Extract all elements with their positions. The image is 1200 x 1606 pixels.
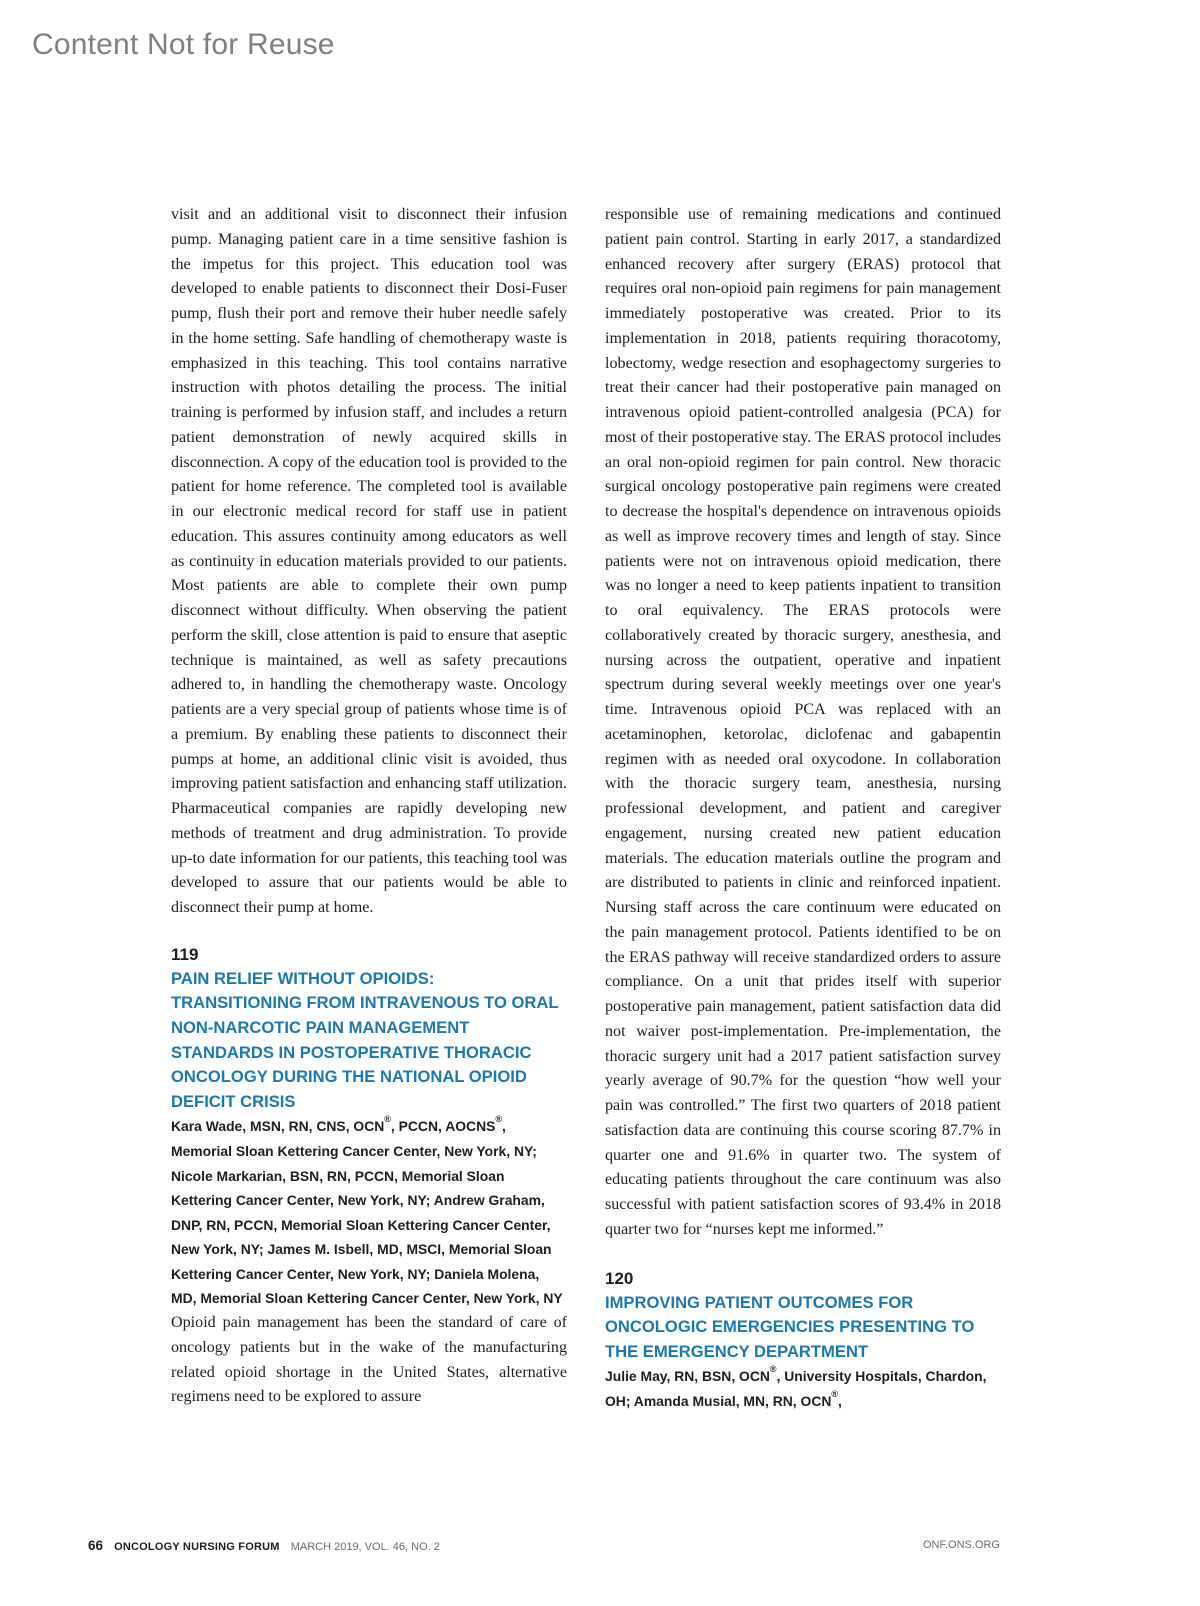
abstract-119	[171, 943, 567, 1410]
registered-mark: ®	[384, 1114, 391, 1125]
abstract-title: IMPROVING PATIENT OUTCOMES FOR ONCOLOGIC EMERGENCIES PRESENTING TO THE EMERGENCY DEPARTMENT	[605, 1292, 975, 1361]
journal-name: ONCOLOGY NURSING FORUM	[114, 1541, 280, 1553]
watermark-text: Content Not for Reuse	[32, 28, 335, 61]
registered-mark: ®	[831, 1388, 839, 1399]
page-footer	[88, 1538, 1000, 1553]
abstract-number: 120	[605, 1268, 634, 1288]
abstract-number: 119	[171, 944, 199, 964]
continuation-paragraph: visit and an additional visit to disconnect their infusion pump. Managing patient care in a time sensitive fashion is the impetus for this project. This education tool was developed to enable patients to disconnect their Dosi-Fuser pump, flush their port and remove their huber needle safely in the home setting. Safe handling of chemotherapy waste is emphasized in this teaching. This tool contains narrative instruction with photos detailing the process. The initial training is performed by infusion staff, and includes a return patient demonstration of newly acquired skills in disconnection. A copy of the education tool is provided to the patient for home reference. The completed tool is available in our electronic medical record for staff use in patient education. This assures continuity among educators as well as continuity in education materials provided to our patients. Most patients are able to complete their own pump disconnect without difficulty. When observing the patient perform the skill, close attention is paid to ensure that aseptic technique is maintained, as well as safety precautions adhered to, in handling the chemotherapy waste. Oncology patients are a very special group of patients whose time is of a premium. By enabling these patients to disconnect their pumps at home, an additional clinic visit is avoided, thus improving patient satisfaction and enhancing staff utilization. Pharmaceutical companies are rapidly developing new methods of treatment and drug administration. To provide up-to date information for our patients, this teaching tool was developed to assure that our patients would be able to disconnect their pump at home.	[171, 206, 567, 916]
authors-text: , PCCN, AOCNS	[390, 1118, 496, 1135]
registered-mark: ®	[495, 1114, 503, 1125]
issue-info: MARCH 2019, VOL. 46, NO. 2	[290, 1541, 440, 1553]
authors-text: Julie May, RN, BSN, OCN	[605, 1368, 770, 1385]
abstract-authors	[605, 1364, 1001, 1413]
abstract-body-continued: responsible use of remaining medications and continued patient pain control. Starting in early 2017, a standardized enhanced recovery after surgery (ERAS) protocol that requires oral non-opioid pain regimens for pain management immediately postoperative was created. Prior to its implementation in 2018, patients requiring thoracotomy, lobectomy, wedge resection and esophagectomy surgeries to treat their cancer had their postoperative pain managed on intravenous opioid patient-controlled analgesia (PCA) for most of their postoperative stay. The ERAS protocol includes an oral non-opioid regimen for pain control. New thoracic surgical oncology postoperative pain regimens were created to decrease the hospital's dependence on intravenous opioids as well as improve recovery times and length of stay. Since patients were not on intravenous opioid medication, there was no longer a need to keep patients inpatient to transition to oral equivalency. The ERAS protocols were collaboratively created by thoracic surgery, anesthesia, and nursing across the outpatient, operative and inpatient spectrum during several weekly meetings over one year's time. Intravenous opioid PCA was replaced with an acetaminophen, ketorolac, diclofenac and gabapentin regimen with as needed oral oxycodone. In collaboration with the thoracic surgery team, anesthesia, nursing professional development, and patient and caregiver engagement, nursing created new patient education materials. The education materials outline the program and are distributed to patients in clinic and reinforced inpatient. Nursing staff across the care continuum were educated on the pain management protocol. Patients identified to be on the ERAS pathway will receive standardized orders to assure compliance. On a unit that prides itself with superior postoperative pain management, patient satisfaction data did not waiver post-implementation. Pre-implementation, the thoracic surgery unit had a 2017 patient satisfaction survey yearly average of 90.7% for the question “how well your pain was controlled.” The first two quarters of 2018 patient satisfaction data are continuing this course scoring 87.7% in quarter one and 91.6% in quarter two. The system of educating patients throughout the care continuum was also successful with patient satisfaction scores of 93.4% in 2018 quarter two for “nurses kept me informed.”	[605, 206, 1001, 1238]
registered-mark: ®	[769, 1364, 777, 1375]
right-column	[605, 203, 1001, 1413]
abstract-body: Opioid pain management has been the standard of care of oncology patients but in the wake of the manufacturing related opioid shortage in the United States, alternative regimens need to be explored to assure	[171, 1314, 567, 1406]
journal-website: ONF.ONS.ORG	[922, 1539, 1000, 1551]
abstract-120	[605, 1267, 1001, 1414]
left-column	[171, 203, 567, 1410]
abstract-authors	[171, 1114, 567, 1311]
authors-text: ,	[838, 1392, 842, 1409]
authors-text: Kara Wade, MSN, RN, CNS, OCN	[171, 1118, 385, 1135]
page-number: 66	[88, 1538, 104, 1553]
authors-text: , University Hospitals, Chardon, OH; Amanda Musial, MN, RN, OCN	[605, 1368, 987, 1409]
authors-text: , Memorial Sloan Kettering Cancer Center, New York, NY; Nicole Markarian, BSN, RN, PCCN, Memorial Sloan Kettering Cancer Center, New York, NY; Andrew Graham, DNP, RN, PCCN, Memorial Sloan Kettering Cancer Center, New York, NY; James M. Isbell, MD, MSCI, Memorial Sloan Kettering Cancer Center, New York, NY; Daniela Molena, MD, Memorial Sloan Kettering Cancer Center, New York, NY	[171, 1118, 563, 1307]
abstract-title: PAIN RELIEF WITHOUT OPIOIDS: TRANSITIONING FROM INTRAVENOUS TO ORAL NON-NARCOTIC PAIN MANAGEMENT STANDARDS IN POSTOPERATIVE THORACIC ONCOLOGY DURING THE NATIONAL OPIOID DEFICIT CRISIS	[171, 968, 559, 1111]
